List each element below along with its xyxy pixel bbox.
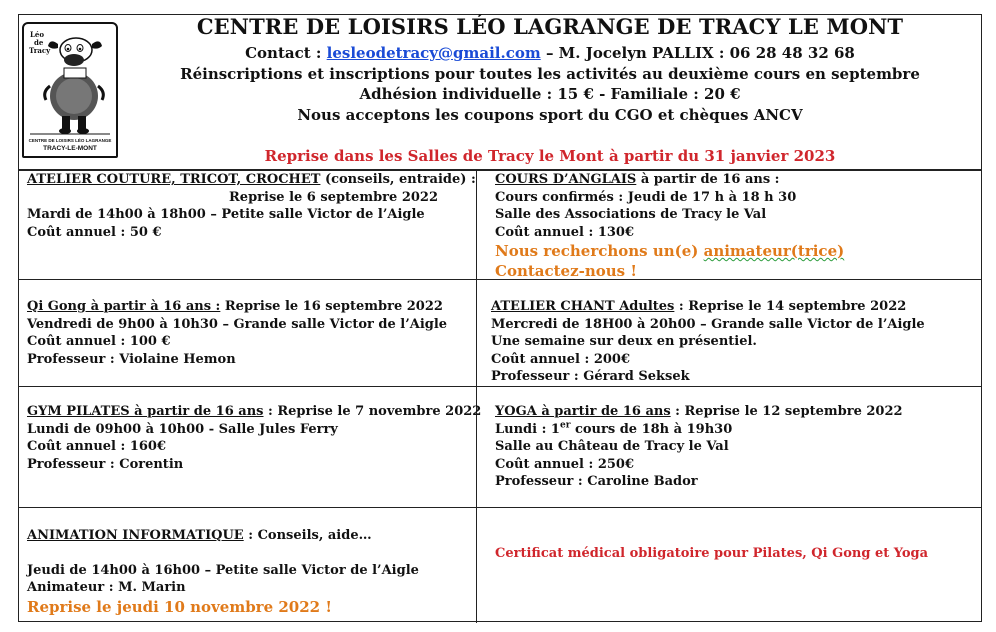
yoga-teacher: Professeur : Caroline Bador xyxy=(495,474,698,489)
anglais-contact: Contactez-nous ! xyxy=(495,262,637,280)
contact-email-link[interactable]: lesleodetracy@gmail.com xyxy=(326,44,541,62)
yoga-title: YOGA à partir de 16 ans xyxy=(495,404,671,419)
activity-qigong xyxy=(27,298,447,368)
yoga-title-rest: : Reprise le 12 septembre 2022 xyxy=(670,404,903,419)
column-divider xyxy=(476,171,477,279)
pilates-cost: Coût annuel : 160€ xyxy=(27,439,167,454)
page-title: CENTRE DE LOISIRS LÉO LAGRANGE DE TRACY LE MONT xyxy=(196,14,904,39)
contact-line xyxy=(130,44,970,62)
row-divider xyxy=(19,386,981,387)
qigong-cost: Coût annuel : 100 € xyxy=(27,334,171,349)
informatique-animator: Animateur : M. Marin xyxy=(27,580,186,595)
club-logo xyxy=(22,22,118,158)
yoga-room: Salle au Château de Tracy le Val xyxy=(495,439,729,454)
activities-table xyxy=(18,170,982,622)
chant-title: ATELIER CHANT Adultes xyxy=(491,299,675,314)
contact-phone: – M. Jocelyn PALLIX : 06 28 48 32 68 xyxy=(540,44,855,62)
pilates-title: GYM PILATES à partir de 16 ans xyxy=(27,404,264,419)
reprise-announcement: Reprise dans les Salles de Tracy le Mont à partir du 31 janvier 2023 xyxy=(264,147,836,165)
qigong-schedule: Vendredi de 9h00 à 10h30 – Grande salle Victor de l’Aigle xyxy=(27,316,448,332)
activity-pilates xyxy=(27,403,481,473)
chant-title-rest: : Reprise le 14 septembre 2022 xyxy=(674,299,907,314)
logo-text-de: de xyxy=(34,38,44,47)
activity-chant xyxy=(491,298,925,386)
pilates-teacher: Professeur : Corentin xyxy=(27,456,184,472)
reinscriptions-note: Réinscriptions et inscriptions pour toutes les activités au deuxième cours en septembre xyxy=(180,65,920,83)
qigong-teacher: Professeur : Violaine Hemon xyxy=(27,351,236,367)
couture-cost: Coût annuel : 50 € xyxy=(27,224,162,240)
yoga-schedule-suffix: cours de 18h à 19h30 xyxy=(570,421,733,437)
adhesion-fees: Adhésion individuelle : 15 € - Familiale : 20 € xyxy=(359,85,741,103)
logo-text-leo: Léo xyxy=(30,30,45,39)
activity-informatique xyxy=(27,527,419,617)
chant-frequency: Une semaine sur deux en présentiel. xyxy=(491,334,757,349)
yoga-schedule-prefix: Lundi : 1 xyxy=(495,421,560,437)
yoga-schedule-sup: er xyxy=(559,420,571,431)
couture-title-rest: (conseils, entraide) : xyxy=(320,172,476,187)
anglais-cost: Coût annuel : 130€ xyxy=(495,224,635,240)
pilates-schedule: Lundi de 09h00 à 10h00 - Salle Jules Ferry xyxy=(27,421,338,437)
informatique-schedule: Jeudi de 14h00 à 16h00 – Petite salle Victor de l’Aigle xyxy=(27,562,419,578)
activity-couture xyxy=(27,171,476,241)
informatique-reprise: Reprise le jeudi 10 novembre 2022 ! xyxy=(27,597,332,616)
medical-certificate-notice: Certificat médical obligatoire pour Pilates, Qi Gong et Yoga xyxy=(495,546,929,561)
yoga-schedule xyxy=(495,421,903,439)
row-divider xyxy=(19,507,981,508)
activity-yoga xyxy=(495,403,903,491)
couture-title: ATELIER COUTURE, TRICOT, CROCHET xyxy=(27,172,321,187)
anglais-search-role: animateur(trice) xyxy=(703,242,845,260)
yoga-cost: Coût annuel : 250€ xyxy=(495,456,635,472)
informatique-title-rest: : Conseils, aide… xyxy=(243,528,372,543)
activity-anglais xyxy=(495,171,844,281)
anglais-title: COURS D’ANGLAIS xyxy=(495,172,637,187)
couture-schedule: Mardi de 14h00 à 18h00 – Petite salle Victor de l’Aigle xyxy=(27,207,425,222)
chant-schedule: Mercredi de 18H00 à 20h00 – Grande salle Victor de l’Aigle xyxy=(491,316,925,332)
contact-prefix: Contact : xyxy=(245,44,327,62)
couture-reprise: Reprise le 6 septembre 2022 xyxy=(229,189,439,205)
pilates-title-rest: : Reprise le 7 novembre 2022 xyxy=(263,404,482,419)
logo-caption-line1: CENTRE DE LOISIRS LÉO LAGRANGE xyxy=(28,138,112,143)
anglais-title-rest: à partir de 16 ans : xyxy=(636,172,780,187)
qigong-reprise: Reprise le 16 septembre 2022 xyxy=(220,299,443,314)
anglais-level: Cours confirmés : Jeudi de 17 h à 18 h 30 xyxy=(495,189,797,205)
logo-text-tracy: Tracy xyxy=(29,46,51,55)
anglais-search: Nous recherchons un(e) xyxy=(495,242,704,260)
chant-teacher: Professeur : Gérard Seksek xyxy=(491,369,690,384)
qigong-title: Qi Gong à partir à 16 ans : xyxy=(27,299,221,314)
coupons-note: Nous acceptons les coupons sport du CGO et chèques ANCV xyxy=(297,106,803,124)
anglais-room: Salle des Associations de Tracy le Val xyxy=(495,207,767,222)
logo-caption-line2: TRACY-LE-MONT xyxy=(43,145,97,152)
chant-cost: Coût annuel : 200€ xyxy=(491,351,631,367)
informatique-title: ANIMATION INFORMATIQUE xyxy=(27,528,244,543)
